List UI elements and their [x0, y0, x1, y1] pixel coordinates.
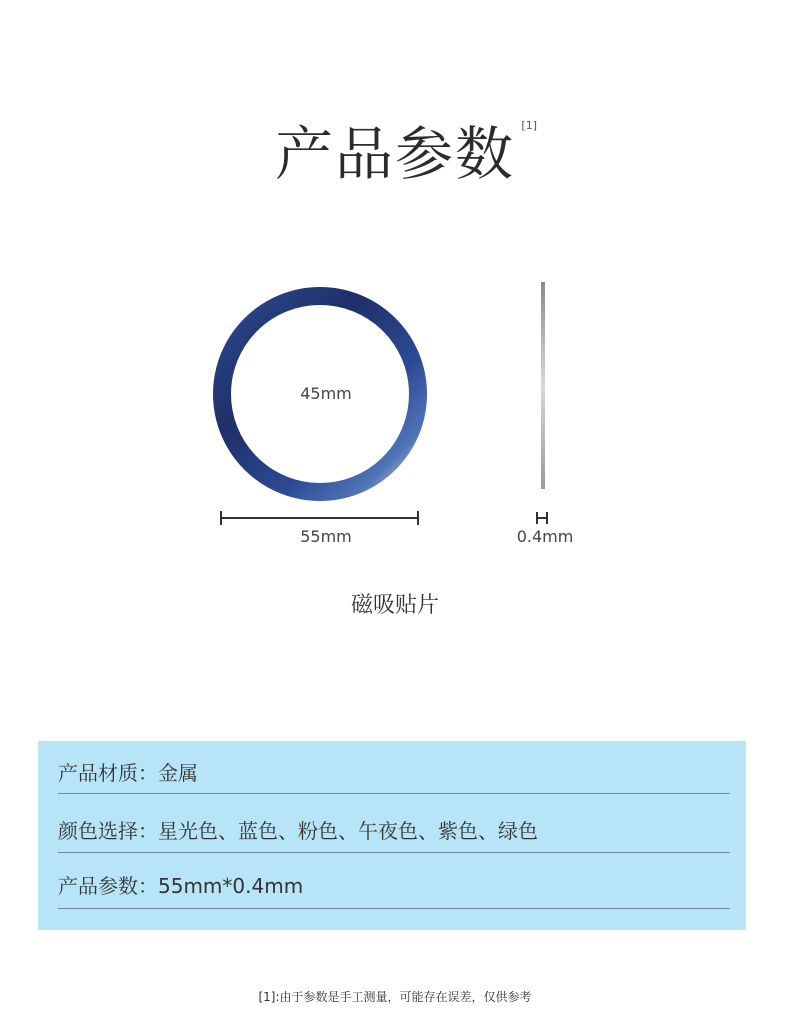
outer-diameter-label: 55mm	[300, 527, 352, 546]
parameters-label: 产品参数：	[58, 874, 158, 898]
material-label: 产品材质：	[58, 761, 158, 785]
inner-diameter-label: 45mm	[300, 384, 352, 403]
spec-panel	[38, 741, 746, 930]
spec-row-colors	[58, 815, 730, 844]
product-name: 磁吸贴片	[350, 593, 439, 618]
side-edge	[541, 282, 545, 489]
thickness-label: 0.4mm	[516, 527, 574, 546]
outer-diameter-dimension	[221, 511, 418, 525]
thickness-dimension	[537, 512, 547, 524]
spec-row-parameters	[58, 870, 730, 899]
title-footnote-ref: [1]	[521, 119, 537, 132]
colors-label: 颜色选择：	[58, 819, 158, 843]
spec-divider-2	[58, 852, 730, 853]
material-value: 金属	[158, 761, 198, 785]
colors-value: 星光色、蓝色、粉色、午夜色、紫色、绿色	[158, 819, 538, 843]
title-text: 产品参数	[274, 120, 515, 188]
parameters-value: 55mm*0.4mm	[158, 874, 304, 898]
footer-note: [1]:由于参数是手工测量，可能存在误差，仅供参考	[258, 990, 532, 1004]
spec-row-material	[58, 757, 730, 786]
thickness-side-view	[541, 282, 545, 489]
spec-divider-1	[58, 793, 730, 794]
spec-divider-3	[58, 908, 730, 909]
